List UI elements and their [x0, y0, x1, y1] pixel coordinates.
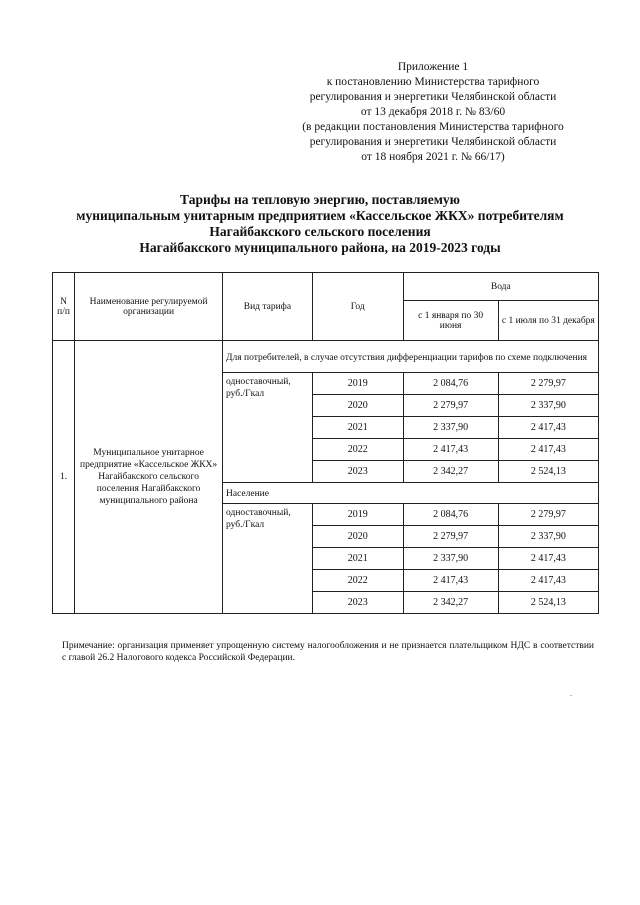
title-line: муниципальным унитарным предприятием «Кассельское ЖКХ» потребителям	[76, 208, 564, 223]
year-cell: 2023	[312, 461, 403, 483]
col-number-header: N п/п	[53, 273, 75, 341]
stray-mark: .	[570, 689, 572, 698]
organization-name: Муниципальное унитарное предприятие «Кассельское ЖКХ» Нагайбакского сельского поселения Нагайбакского муниципального района	[75, 341, 223, 614]
appendix-header	[268, 60, 598, 165]
year-cell: 2019	[312, 504, 403, 526]
value-cell: 2 337,90	[498, 395, 598, 417]
value-cell: 2 417,43	[498, 439, 598, 461]
year-cell: 2020	[312, 395, 403, 417]
value-cell: 2 417,43	[403, 439, 498, 461]
year-cell: 2021	[312, 548, 403, 570]
col-org-header: Наименование регулируемой организации	[75, 273, 223, 341]
group2-tariff-type: одноставочный, руб./Гкал	[223, 504, 313, 614]
value-cell: 2 084,76	[403, 504, 498, 526]
value-cell: 2 337,90	[403, 548, 498, 570]
col-half1-header: с 1 января по 30 июня	[403, 301, 498, 341]
value-cell: 2 279,97	[498, 373, 598, 395]
row-number: 1.	[53, 341, 75, 614]
header-line: Приложение 1	[397, 61, 469, 73]
header-line: от 18 ноября 2021 г. № 66/17)	[361, 151, 505, 163]
year-cell: 2021	[312, 417, 403, 439]
value-cell: 2 337,90	[403, 417, 498, 439]
title-line: Нагайбакского сельского поселения	[209, 224, 431, 239]
col-water-header: Вода	[403, 273, 598, 301]
value-cell: 2 417,43	[498, 417, 598, 439]
tariff-table	[52, 272, 599, 614]
header-line: (в редакции постановления Министерства тарифного	[302, 121, 564, 133]
document-title	[30, 192, 610, 256]
title-line: Нагайбакского муниципального района, на 2019-2023 годы	[139, 240, 501, 255]
value-cell: 2 342,27	[403, 592, 498, 614]
value-cell: 2 524,13	[498, 461, 598, 483]
group2-label: Население	[223, 483, 599, 504]
table-header-row	[53, 273, 599, 301]
header-line: регулирования и энергетики Челябинской области	[309, 136, 557, 148]
value-cell: 2 084,76	[403, 373, 498, 395]
col-year-header: Год	[312, 273, 403, 341]
year-cell: 2020	[312, 526, 403, 548]
value-cell: 2 279,97	[403, 526, 498, 548]
value-cell: 2 417,43	[403, 570, 498, 592]
value-cell: 2 279,97	[403, 395, 498, 417]
group-row	[53, 341, 599, 373]
col-half2-header: с 1 июля по 31 декабря	[498, 301, 598, 341]
year-cell: 2022	[312, 570, 403, 592]
value-cell: 2 524,13	[498, 592, 598, 614]
value-cell: 2 417,43	[498, 548, 598, 570]
header-line: регулирования и энергетики Челябинской области	[309, 91, 557, 103]
year-cell: 2019	[312, 373, 403, 395]
year-cell: 2022	[312, 439, 403, 461]
value-cell: 2 337,90	[498, 526, 598, 548]
col-type-header: Вид тарифа	[223, 273, 313, 341]
value-cell: 2 279,97	[498, 504, 598, 526]
value-cell: 2 417,43	[498, 570, 598, 592]
header-line: к постановлению Министерства тарифного	[326, 76, 540, 88]
year-cell: 2023	[312, 592, 403, 614]
title-line: Тарифы на тепловую энергию, поставляемую	[180, 192, 460, 207]
group1-label: Для потребителей, в случае отсутствия дифференциации тарифов по схеме подключения	[223, 341, 599, 373]
footnote: Примечание: организация применяет упрощенную систему налогообложения и не признается плательщиком НДС в соответствии с главой 26.2 Налогового кодекса Российской Федерации.	[62, 641, 594, 663]
value-cell: 2 342,27	[403, 461, 498, 483]
group1-tariff-type: одноставочный, руб./Гкал	[223, 373, 313, 483]
header-line: от 13 декабря 2018 г. № 83/60	[360, 106, 506, 118]
